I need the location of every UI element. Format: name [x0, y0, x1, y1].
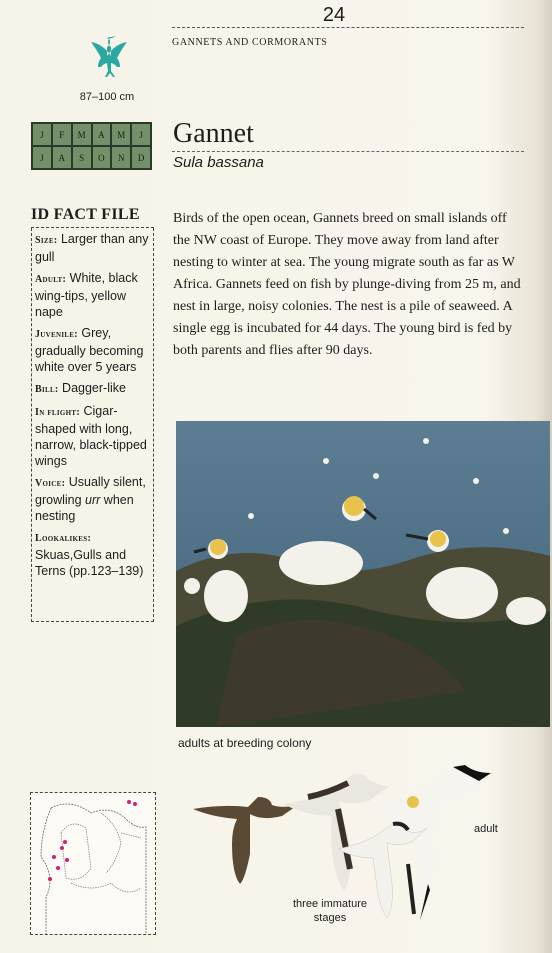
cormorant-silhouette-icon	[84, 36, 130, 88]
month-cell: S	[72, 146, 92, 169]
fact-size: Size: Larger than any gull	[35, 232, 149, 264]
immature-label: three immature stages	[293, 898, 367, 924]
month-cell: J	[32, 146, 52, 169]
size-range: 87–100 cm	[79, 91, 135, 103]
month-cell: M	[72, 123, 92, 146]
month-cell: J	[32, 123, 52, 146]
month-cell: N	[111, 146, 131, 169]
species-description: Birds of the open ocean, Gannets breed on small islands off the NW coast of Europe. They move away from land after nesting to winter at sea. The young migrate south as far as W Africa. Gannets feed on fish by plunge-diving from 25 m, and nest in large, noisy colonies. The nest is a pile of seaweed. A single egg is incubated for 44 days. The young bird is fed by both parents and flies after 90 days.	[173, 211, 521, 358]
page-number: 24	[322, 4, 346, 26]
section-title: GANNETS AND CORMORANTS	[172, 37, 328, 48]
month-cell: A	[52, 146, 72, 169]
photo-caption: adults at breeding colony	[178, 736, 312, 750]
title-rule	[172, 151, 524, 152]
fact-voice: Voice: Usually silent, growling urr when nesting	[35, 475, 146, 523]
month-cell: A	[92, 123, 112, 146]
fact-juvenile: Juvenile: Grey, gradually becoming white over 5 years	[35, 326, 144, 374]
latin-name: Sula bassana	[173, 154, 264, 171]
id-fact-file	[31, 206, 154, 632]
month-cell: J	[131, 123, 151, 146]
header-rule	[172, 27, 524, 28]
fact-bill: Bill: Dagger-like	[35, 381, 126, 395]
month-cell: O	[92, 146, 112, 169]
month-cell: F	[52, 123, 72, 146]
breeding-colony-photo	[176, 421, 550, 727]
month-cell: D	[131, 146, 151, 169]
fact-lookalikes: Lookalikes: Skuas,Gulls and Terns (pp.123–139)	[35, 533, 144, 578]
species-name: Gannet	[173, 118, 254, 149]
range-map	[30, 792, 156, 935]
month-cell: M	[111, 123, 131, 146]
month-calendar	[31, 122, 152, 170]
fact-in-flight: In flight: Cigar-shaped with long, narrow, black-tipped wings	[35, 404, 147, 468]
fact-file-body	[31, 228, 154, 622]
adult-label: adult	[474, 823, 498, 835]
fact-file-title: ID FACT FILE	[31, 206, 154, 228]
fact-adult: Adult: White, black wing-tips, yellow nape	[35, 271, 138, 319]
